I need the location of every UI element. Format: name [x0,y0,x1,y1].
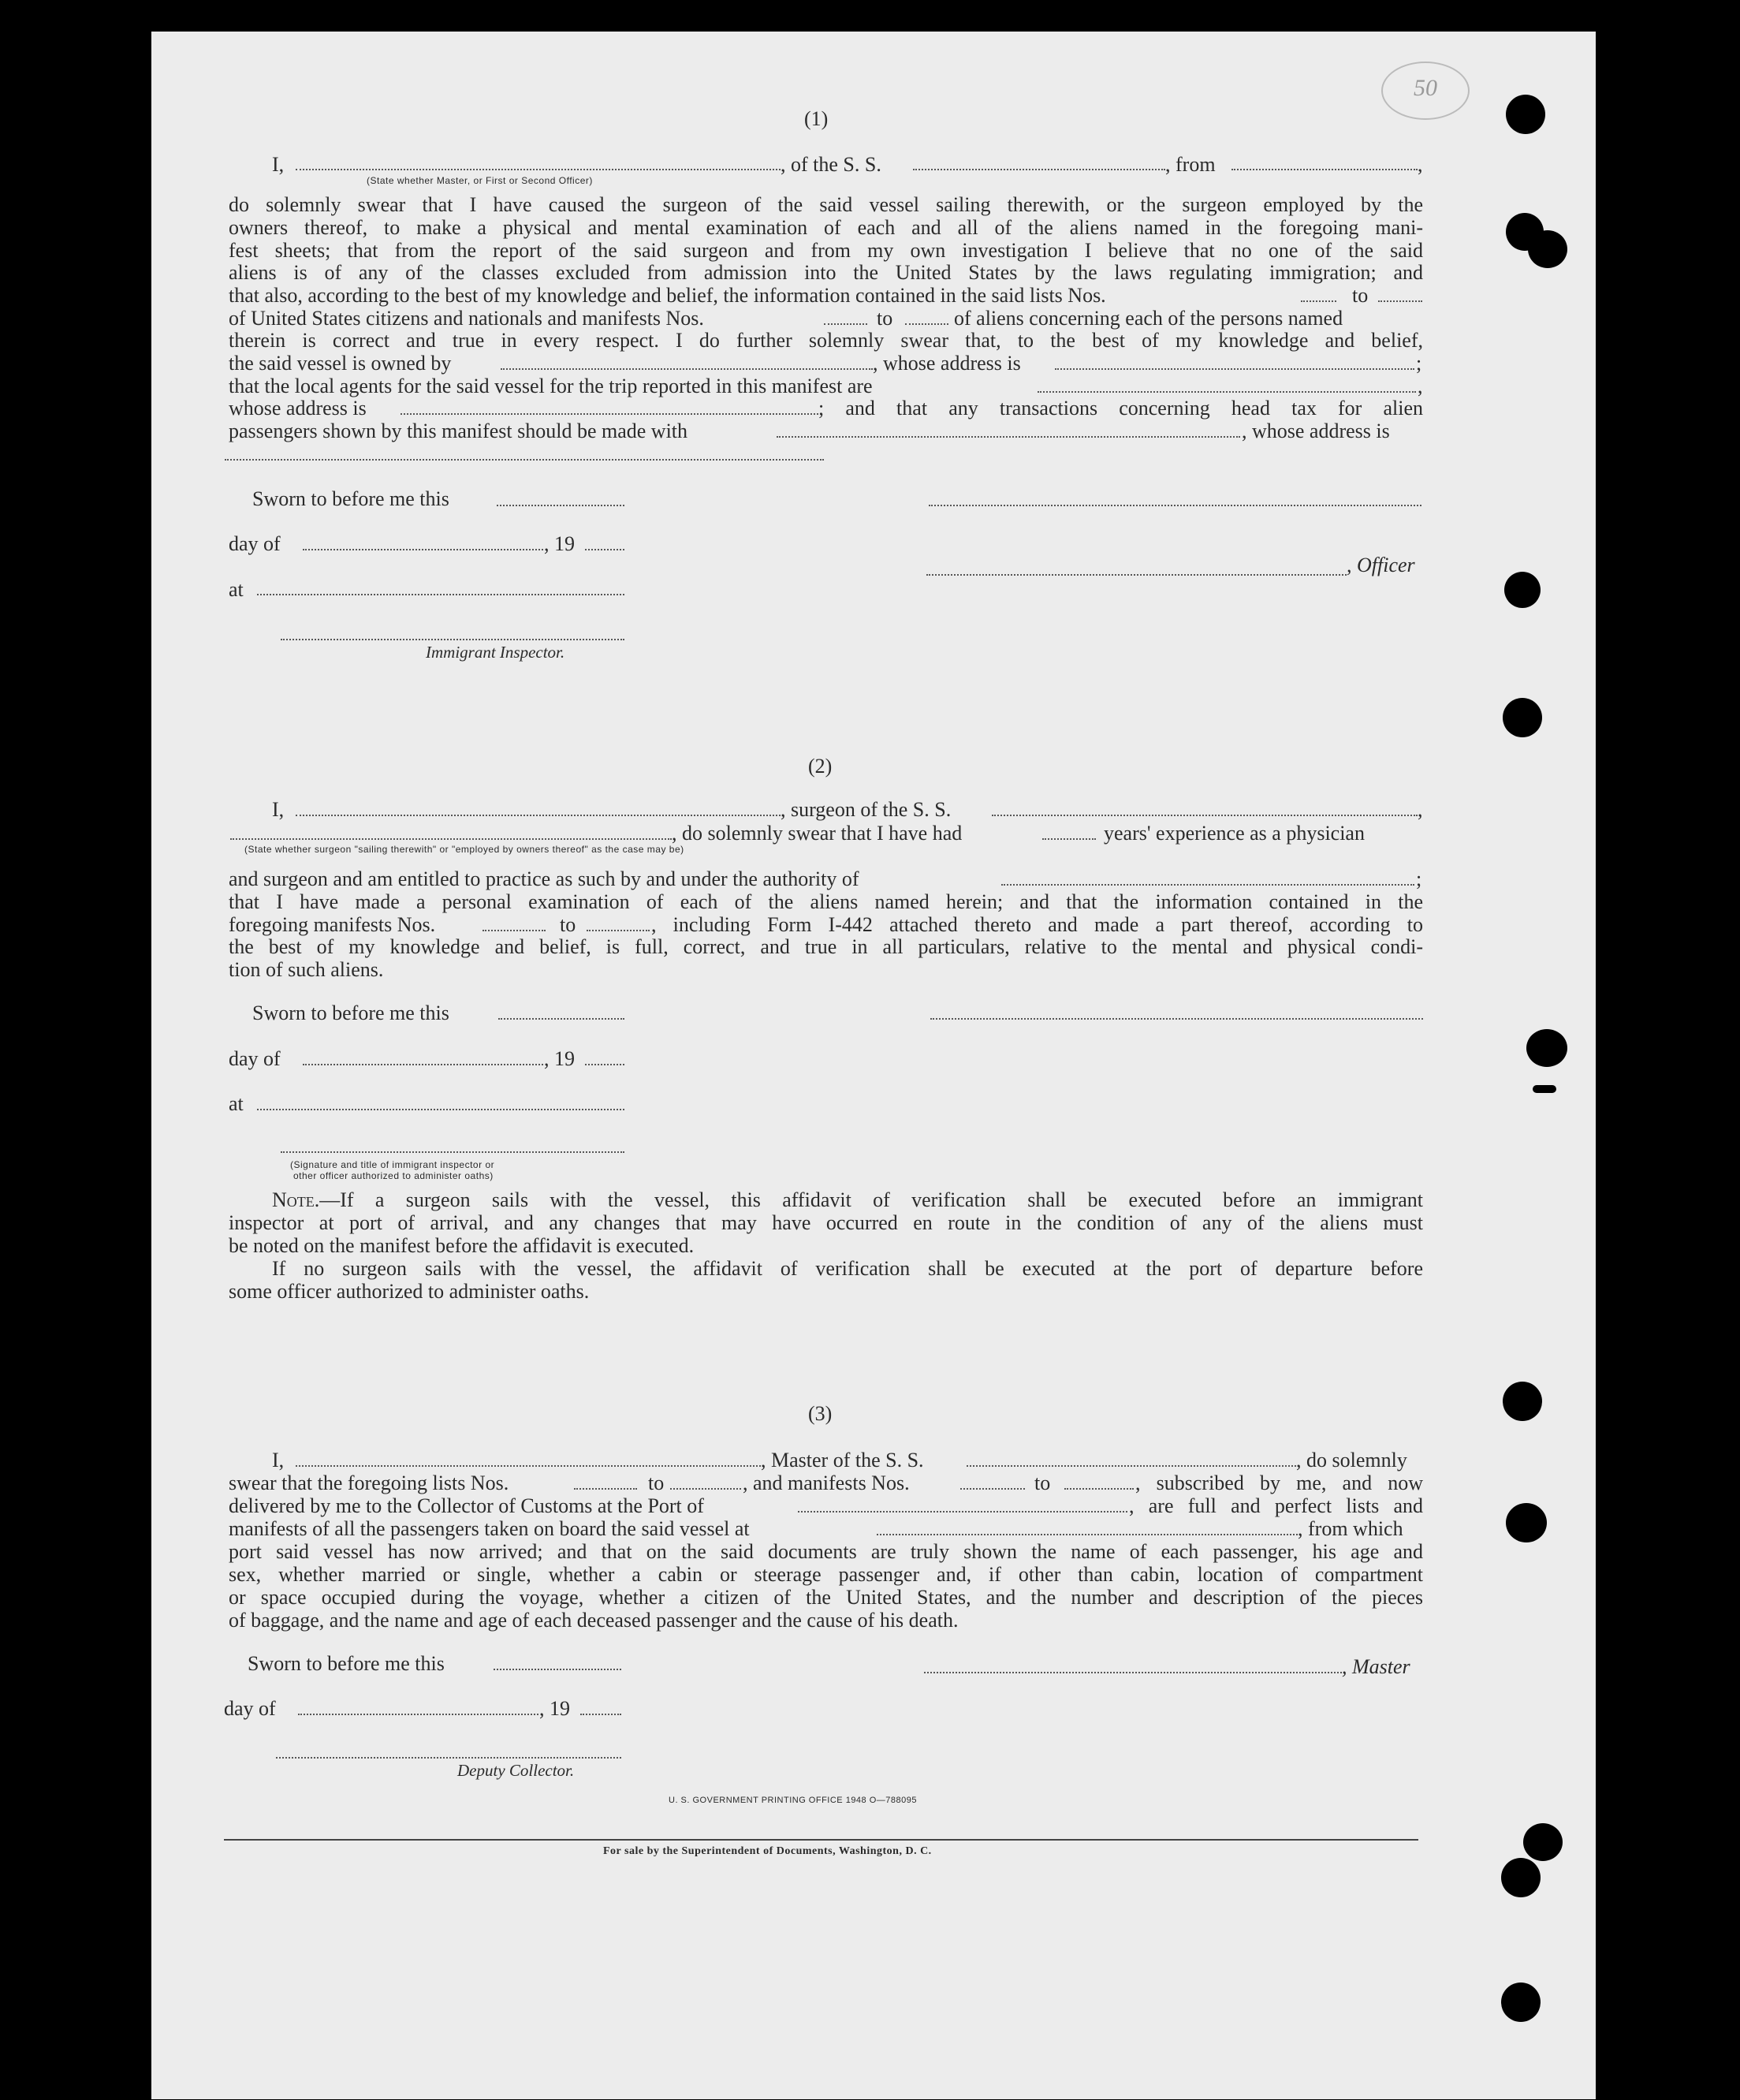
s2-line2-swear: , do solemnly swear that I have had [672,822,963,845]
s2-para-line: to [560,913,576,936]
note-label: Note. [272,1188,320,1211]
s3-embark-port-field[interactable] [877,1534,1298,1535]
s3-para-line: swear that the foregoing lists Nos. [229,1471,509,1494]
s3-line1-master: , Master of the S. S. [761,1449,924,1471]
s3-para-line: manifests of all the passengers taken on board the said vessel at [229,1517,750,1540]
sale-notice: For sale by the Superintendent of Documents, Washington, D. C. [603,1845,932,1857]
s1-owner-field[interactable] [501,368,873,370]
s1-para-line: to [1352,284,1369,307]
s3-dayof-label: day of [224,1697,276,1720]
binder-hole [1503,1382,1542,1421]
s3-port-field[interactable] [798,1511,1127,1513]
s1-inspector-label: Immigrant Inspector. [426,643,565,662]
s1-para-line: the said vessel is owned by [229,352,452,375]
s1-lists-from-field[interactable] [1301,300,1336,302]
s2-surgeon-caption: (State whether surgeon "sailing therewith" or "employed by owners thereof" as the case may be) [244,844,684,855]
s3-para-line: port said vessel has now arrived; and that on the said documents are truly shown the name of each passenger, his age and [229,1540,1423,1563]
s3-manifests-from-field[interactable] [960,1488,1025,1490]
s1-para-line: owners thereof, to make a physical and mental examination of each and all of the aliens named in the foregoing mani- [229,216,1423,239]
s1-headtax-field[interactable] [777,436,1240,438]
s2-note-line: inspector at port of arrival, and any changes that may have occurred en route in the condition of any of the aliens must [229,1211,1423,1234]
note-text: —If a surgeon sails with the vessel, this affidavit of verification shall be executed before an immigrant [319,1188,1423,1211]
gpo-imprint: U. S. GOVERNMENT PRINTING OFFICE 1948 O—788095 [669,1796,917,1805]
s2-para-line: tion of such aliens. [229,958,384,981]
binder-hole [1506,1503,1547,1542]
s1-para-line: to [877,307,893,330]
s1-officer-label: , Officer [1347,554,1415,576]
s1-sworn-label: Sworn to before me this [252,487,449,510]
s2-line1-end: , [1418,798,1423,821]
s1-lists-to-field[interactable] [1378,300,1422,302]
s2-para-line: the best of my knowledge and belief, is full, correct, and true in all particulars, relative to the mental and physical condi- [229,935,1423,958]
s1-officer-caption: (State whether Master, or First or Second Officer) [367,175,593,186]
s1-para-line: that the local agents for the said vessel for the trip reported in this manifest are [229,375,873,397]
s1-dayof-label: day of [229,532,281,555]
s2-sworn-day-field[interactable] [498,1018,624,1020]
s2-para-line: foregoing manifests Nos. [229,913,436,936]
s3-para-line: to [1034,1471,1051,1494]
s2-para-line: and surgeon and am entitled to practice as such by and under the authority of [229,867,859,890]
s1-para-line: , whose address is [873,352,1021,375]
s2-line1-i: I, [272,798,285,821]
s3-year-field[interactable] [580,1714,621,1715]
s1-month-field[interactable] [303,549,543,550]
s1-para-line: of United States citizens and nationals and manifests Nos. [229,307,704,330]
s1-para-line: of aliens concerning each of the persons named [954,307,1343,330]
s2-manifests-from-field[interactable] [483,930,546,931]
s2-manifests-to-field[interactable] [587,930,650,931]
s2-note-line [272,1188,1423,1212]
s1-agents-field[interactable] [1038,391,1416,393]
s3-para-line: , subscribed by me, and now [1135,1471,1423,1494]
section-1-heading: (1) [804,107,829,130]
s1-para-line: ; and that any transactions concerning head tax for alien [818,397,1423,420]
s2-year-label: , 19 [544,1047,575,1070]
s1-agents-address-field[interactable] [401,413,818,415]
s2-surgeon-status-field[interactable] [230,838,672,840]
binder-hole [1533,1085,1556,1093]
s2-signature-caption: other officer authorized to administer oaths) [293,1170,494,1181]
binder-hole [1506,95,1545,134]
s1-officer-name-field[interactable] [296,169,781,170]
s1-para-line: whose address is [229,397,367,420]
s1-line1-end: , [1418,153,1423,176]
binder-hole [1526,1029,1567,1067]
s1-para-line: ; [1416,352,1422,375]
s2-note-line: be noted on the manifest before the affidavit is executed. [229,1234,695,1257]
s2-at-label: at [229,1092,244,1115]
binder-hole [1501,1983,1541,2022]
s1-para-line: do solemnly swear that I have caused the surgeon of the said vessel sailing therewith, or the surgeon employed by the [229,193,1423,216]
s3-para-line: , and manifests Nos. [743,1471,910,1494]
s1-vessel-name-field[interactable] [913,169,1165,170]
s1-from-port-field[interactable] [1231,169,1418,170]
s2-signature-field[interactable] [930,1018,1423,1020]
s3-para-line: to [648,1471,665,1494]
s2-at-place-field[interactable] [257,1109,624,1110]
s3-sworn-label: Sworn to before me this [248,1652,445,1675]
s3-master-label: , Master [1342,1655,1410,1678]
binder-hole [1523,1823,1563,1861]
s3-lists-to-field[interactable] [670,1488,741,1490]
s1-owner-address-field[interactable] [1055,368,1414,370]
s3-manifests-to-field[interactable] [1064,1488,1134,1490]
s1-at-label: at [229,578,244,601]
s3-para-line: of baggage, and the name and age of each deceased passenger and the cause of his death. [229,1609,959,1632]
s3-master-name-field[interactable] [296,1465,761,1467]
s2-vessel-name-field[interactable] [992,815,1418,816]
s2-surgeon-name-field[interactable] [296,815,781,816]
s2-dayof-label: day of [229,1047,281,1070]
s3-month-field[interactable] [298,1714,538,1715]
s1-signature-field[interactable] [929,505,1421,506]
s2-month-field[interactable] [303,1064,543,1065]
binder-hole [1504,572,1541,608]
s3-vessel-name-field[interactable] [967,1465,1296,1467]
s3-collector-label: Deputy Collector. [457,1761,575,1780]
s3-line1-i: I, [272,1449,285,1471]
binder-hole [1528,230,1567,268]
s3-lists-from-field[interactable] [574,1488,637,1490]
s2-note-line: some officer authorized to administer oaths. [229,1280,590,1303]
s2-para-line: that I have made a personal examination of each of the aliens named herein; and that the information contained in the [229,890,1423,913]
s3-para-line: or space occupied during the voyage, whether a citizen of the United States, and the number and description of the pieces [229,1586,1423,1609]
s1-at-place-field[interactable] [257,594,624,595]
s2-year-field[interactable] [585,1064,624,1065]
s1-para-line: that also, according to the best of my knowledge and belief, the information contained in the said lists Nos. [229,284,1106,307]
s1-sworn-day-field[interactable] [497,505,624,506]
footer-rule [224,1839,1418,1841]
binder-hole [1503,698,1542,737]
s2-note-line: If no surgeon sails with the vessel, the affidavit of verification shall be executed at the port of departure before [272,1257,1423,1280]
s1-para-line: aliens is of any of the classes excluded from admission into the United States by the laws regulating immigration; and [229,261,1423,284]
section-2-heading: (2) [808,755,833,778]
s2-sworn-label: Sworn to before me this [252,1002,449,1024]
s3-year-label: , 19 [539,1697,570,1720]
s1-para-line: therein is correct and true in every respect. I do further solemnly swear that, to the best of my knowledge and belief, [229,329,1423,352]
section-3-heading: (3) [808,1402,833,1425]
s1-para-line: fest sheets; that from the report of the said surgeon and from my own investigation I believe that no one of the said [229,239,1423,262]
s3-para-line: delivered by me to the Collector of Customs at the Port of [229,1494,704,1517]
s1-para-line: , [1418,375,1423,397]
s3-para-line: , from which [1298,1517,1403,1540]
s3-line1-end: , do solemnly [1296,1449,1407,1471]
s2-authority-field[interactable] [1001,884,1414,886]
s3-para-line: , are full and perfect lists and [1129,1494,1423,1517]
s2-line2-years: years' experience as a physician [1104,822,1365,845]
s1-line1-i: I, [272,153,285,176]
s2-line1-surgeon: , surgeon of the S. S. [781,798,952,821]
s1-manifests-to-field[interactable] [905,323,948,325]
page-number-stamp: 50 [1381,62,1470,120]
s1-year-field[interactable] [585,549,624,550]
s2-years-field[interactable] [1042,838,1096,840]
s3-sworn-day-field[interactable] [494,1669,621,1670]
s1-line1-from: , from [1165,153,1216,176]
s3-para-line: sex, whether married or single, whether a cabin or steerage passenger and, if other than cabin, location of compartment [229,1563,1423,1586]
s2-inspector-signature-field[interactable] [281,1151,624,1153]
s1-headtax-address-field[interactable] [225,459,824,461]
s2-para-line: ; [1416,867,1422,890]
binder-hole [1501,1858,1541,1897]
s1-officer-signature-field[interactable] [926,574,1347,576]
s1-manifests-from-field[interactable] [824,323,867,325]
s2-signature-caption: (Signature and title of immigrant inspector or [290,1159,495,1170]
s1-para-line: passengers shown by this manifest should be made with [229,420,688,442]
s1-line1-of-ss: , of the S. S. [781,153,881,176]
s2-para-line: , including Form I-442 attached thereto and made a part thereof, according to [651,913,1423,936]
s3-master-signature-field[interactable] [924,1672,1342,1673]
s1-para-line: , whose address is [1242,420,1390,442]
s1-year-label: , 19 [544,532,575,555]
